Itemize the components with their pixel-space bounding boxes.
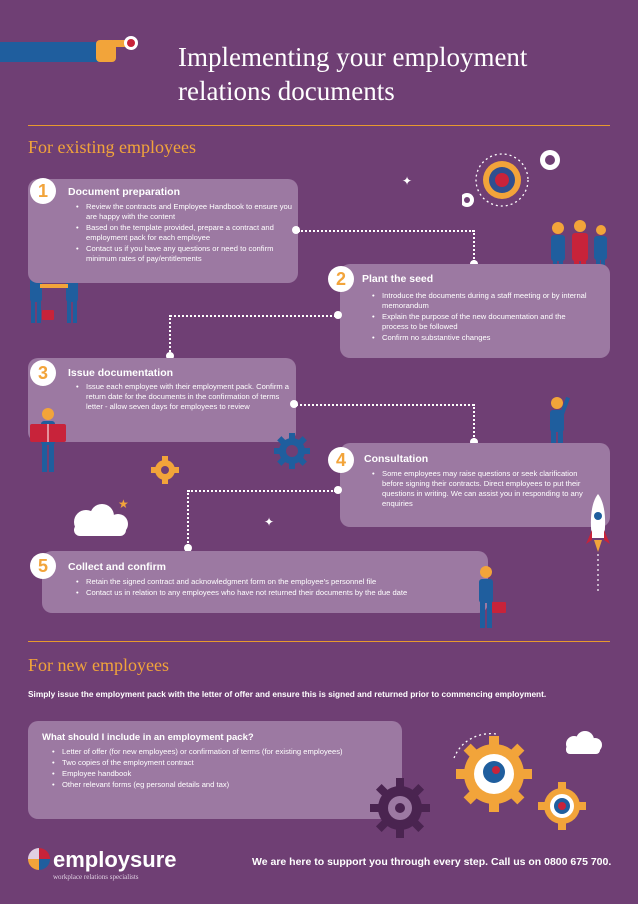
divider-top bbox=[28, 125, 610, 126]
new-heading: For new employees bbox=[28, 655, 169, 675]
connector-line bbox=[169, 315, 171, 355]
rocket-icon bbox=[584, 494, 612, 594]
list-item: • Confirm no substantive changes bbox=[382, 333, 592, 343]
sparkle-icon: ✦ bbox=[402, 174, 413, 188]
list-item: • Introduce the documents during a staff meeting or by internal memorandum bbox=[382, 291, 592, 311]
list-item: • Contact us if you have any questions or need to confirm minimum rates of pay/entitlements bbox=[86, 244, 296, 264]
step-2-list bbox=[370, 291, 592, 344]
divider-middle bbox=[28, 641, 610, 642]
step-1-title: Document preparation bbox=[68, 186, 181, 198]
list-item: • Review the contracts and Employee Handbook to ensure you are happy with the content bbox=[86, 202, 296, 222]
connector-line bbox=[473, 230, 475, 262]
list-item: • Employee handbook bbox=[62, 769, 402, 779]
brand-logo: employsure bbox=[53, 847, 177, 872]
list-item: • Issue each employee with their employment pack. Confirm a return date for the documents in the confirmation of terms letter - allow seven days for employees to review bbox=[86, 382, 298, 412]
list-item: • Letter of offer (for new employees) or confirmation of terms (for existing employees) bbox=[62, 747, 402, 757]
list-item: • Based on the template provided, prepare a contract and employment pack for each employee bbox=[86, 223, 296, 243]
step-5-list bbox=[74, 577, 486, 599]
connector-line bbox=[188, 490, 336, 492]
gear-icon bbox=[274, 433, 310, 469]
step-1-list bbox=[74, 202, 296, 265]
step-4-list bbox=[370, 469, 596, 510]
existing-heading: For existing employees bbox=[28, 137, 196, 157]
gear-cluster-icon bbox=[462, 148, 572, 218]
step-3-list bbox=[74, 382, 298, 413]
gear-icon bbox=[150, 455, 180, 485]
gear-icon bbox=[368, 776, 432, 840]
list-item: • Some employees may raise questions or seek clarification before signing their contracts. Direct employees to put their questions in writing. We can assist you in responding to any enquiries bbox=[382, 469, 596, 509]
brand-tagline: workplace relations specialists bbox=[53, 873, 139, 881]
list-item: • Explain the purpose of the new documentation and the process to be followed bbox=[382, 312, 592, 332]
connector-line bbox=[298, 230, 474, 232]
employsure-logo-icon bbox=[28, 848, 50, 870]
head-gear-icon bbox=[448, 728, 538, 818]
pack-list bbox=[50, 747, 402, 791]
list-item: • Retain the signed contract and acknowledgment form on the employee's personnel file bbox=[86, 577, 486, 587]
list-item: • Contact us in relation to any employees who have not returned their documents by the due date bbox=[86, 588, 486, 598]
list-item: • Two copies of the employment contract bbox=[62, 758, 402, 768]
sparkle-icon: ✦ bbox=[264, 515, 275, 529]
step-3-number: 3 bbox=[30, 360, 56, 386]
page-title: Implementing your employment relations documents bbox=[178, 42, 528, 106]
step-4-number: 4 bbox=[328, 447, 354, 473]
pack-title: What should I include in an employment pack? bbox=[42, 732, 254, 743]
step-5-number: 5 bbox=[30, 553, 56, 579]
step-2-title: Plant the seed bbox=[362, 273, 434, 285]
person-briefcase-icon bbox=[472, 564, 508, 630]
step-3-title: Issue documentation bbox=[68, 367, 174, 379]
connector-line bbox=[170, 315, 336, 317]
connector-line bbox=[296, 404, 474, 406]
step-5-title: Collect and confirm bbox=[68, 561, 167, 573]
target-icon bbox=[536, 780, 588, 832]
cloud-icon bbox=[560, 730, 606, 756]
step-1-number: 1 bbox=[30, 178, 56, 204]
step-4-title: Consultation bbox=[364, 453, 429, 465]
pointing-hand-icon bbox=[96, 34, 138, 68]
step-2-number: 2 bbox=[328, 266, 354, 292]
star-icon: ★ bbox=[118, 497, 129, 511]
connector-line bbox=[187, 490, 189, 546]
person-reading-icon bbox=[28, 406, 68, 474]
list-item: • Other relevant forms (eg personal details and tax) bbox=[62, 780, 402, 790]
new-intro: Simply issue the employment pack with the letter of offer and ensure this is signed and returned prior to commencing employment. bbox=[28, 689, 547, 699]
footer-message: We are here to support you through every step. Call us on 0800 675 700. bbox=[252, 856, 612, 868]
connector-line bbox=[473, 404, 475, 440]
